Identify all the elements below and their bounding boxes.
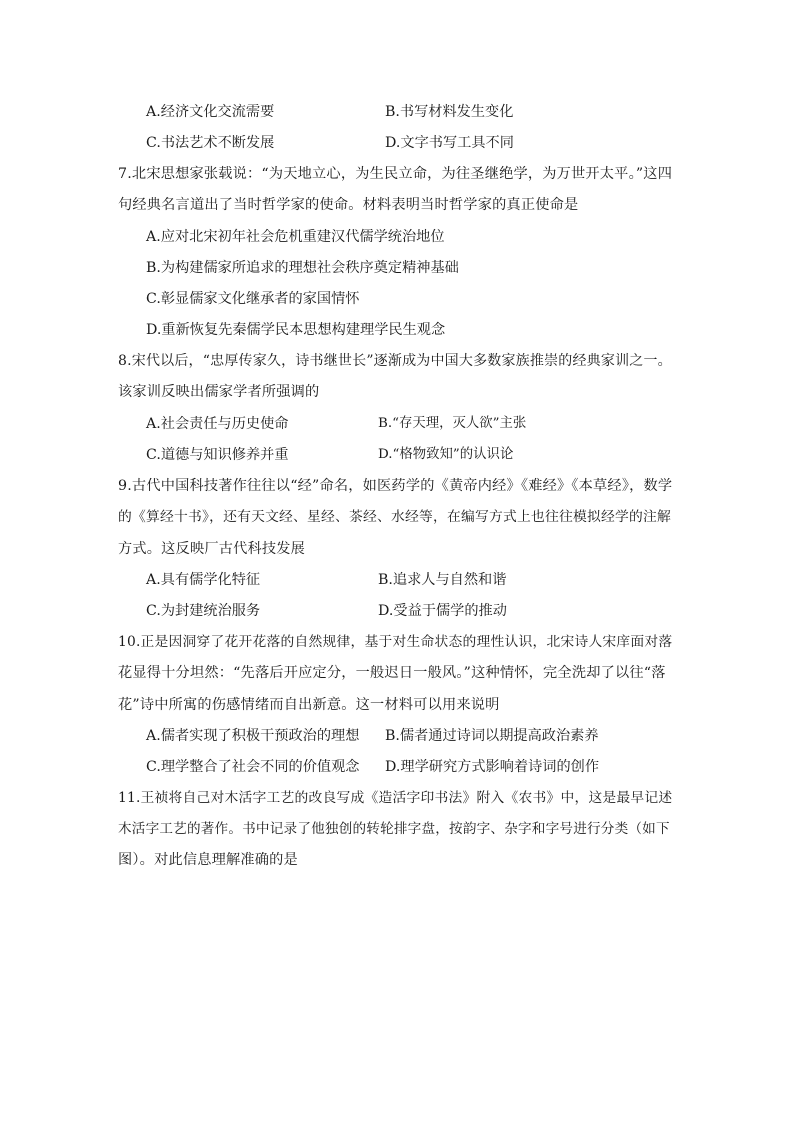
q10-option-c: C.理学整合了社会不同的价值观念 — [146, 759, 360, 775]
q6-option-c: C.书法艺术不断发展 — [146, 135, 275, 151]
q9-stem-line-2: 的《算经十书》，还有天文经、星经、茶经、水经等，在编写方式上也往往模拟经学的注解 — [118, 509, 671, 525]
q10-option-a: A.儒者实现了积极干预政治的理想 — [146, 728, 360, 744]
q9-option-a: A.具有儒学化特征 — [146, 572, 261, 588]
q7-stem-line-2: 句经典名言道出了当时哲学家的使命。材料表明当时哲学家的真正使命是 — [118, 197, 579, 213]
q9-stem-line-1: 9.古代中国科技著作往往以“经”命名，如医药学的《黄帝内经》《难经》《本草经》，数学 — [118, 478, 673, 494]
q7-option-d: D.重新恢复先秦儒学民本思想构建理学民生观念 — [146, 322, 446, 338]
q9-option-b: B.追求人与自然和谐 — [378, 572, 507, 588]
q7-option-a: A.应对北宋初年社会危机重建汉代儒学统治地位 — [146, 229, 445, 245]
q6-option-d: D.文字书写工具不同 — [385, 135, 514, 151]
q8-option-d: D.“格物致知”的认识论 — [378, 447, 514, 462]
q10-stem-line-2: 花显得十分坦然：“先落后开应定分，一般迟日一般风。”这种情怀，完全洗却了以往“落 — [118, 665, 666, 681]
q8-option-b: B.“存天理，灭人欲”主张 — [378, 416, 527, 431]
q7-stem-line-1: 7.北宋思想家张载说：“为天地立心，为生民立命，为往圣继绝学，为万世开太平。”这四 — [118, 166, 673, 182]
q9-stem-line-3: 方式。这反映厂古代科技发展 — [118, 541, 306, 557]
q7-option-b: B.为构建儒家所追求的理想社会秩序奠定精神基础 — [146, 260, 459, 276]
q6-option-a: A.经济文化交流需要 — [146, 104, 275, 120]
q8-stem-line-2: 该家训反映出儒家学者所强调的 — [118, 384, 320, 400]
q11-stem-line-1: 11.王祯将自己对木活字工艺的改良写成《造活字印书法》附入《农书》中，这是最早记述 — [118, 790, 673, 806]
q10-stem-line-3: 花”诗中所寓的伤感情绪而自出新意。这一材料可以用来说明 — [118, 697, 500, 713]
q6-option-b: B.书写材料发生变化 — [385, 104, 514, 120]
q10-stem-line-1: 10.正是因洞穿了花开花落的自然规律，基于对生命状态的理性认识，北宋诗人宋庠面对落 — [118, 634, 673, 650]
q8-option-c: C.道德与知识修养并重 — [146, 447, 289, 463]
q10-option-b: B.儒者通过诗词以期提高政治素养 — [385, 728, 599, 744]
q11-stem-line-2: 木活字工艺的著作。书中记录了他独创的转轮排字盘，按韵字、杂字和字号进行分类（如下 — [118, 821, 670, 837]
q8-option-a: A.社会责任与历史使命 — [146, 416, 289, 432]
q10-option-d: D.理学研究方式影响着诗词的创作 — [385, 759, 600, 775]
q9-option-d: D.受益于儒学的推动 — [378, 603, 507, 619]
q11-stem-line-3: 图）。对此信息理解准确的是 — [118, 852, 298, 868]
q8-stem-line-1: 8.宋代以后，“忠厚传家久，诗书继世长”逐渐成为中国大多数家族推崇的经典家训之一。 — [118, 353, 672, 369]
q9-option-c: C.为封建统治服务 — [146, 603, 261, 619]
q7-option-c: C.彰显儒家文化继承者的家国情怀 — [146, 291, 360, 307]
